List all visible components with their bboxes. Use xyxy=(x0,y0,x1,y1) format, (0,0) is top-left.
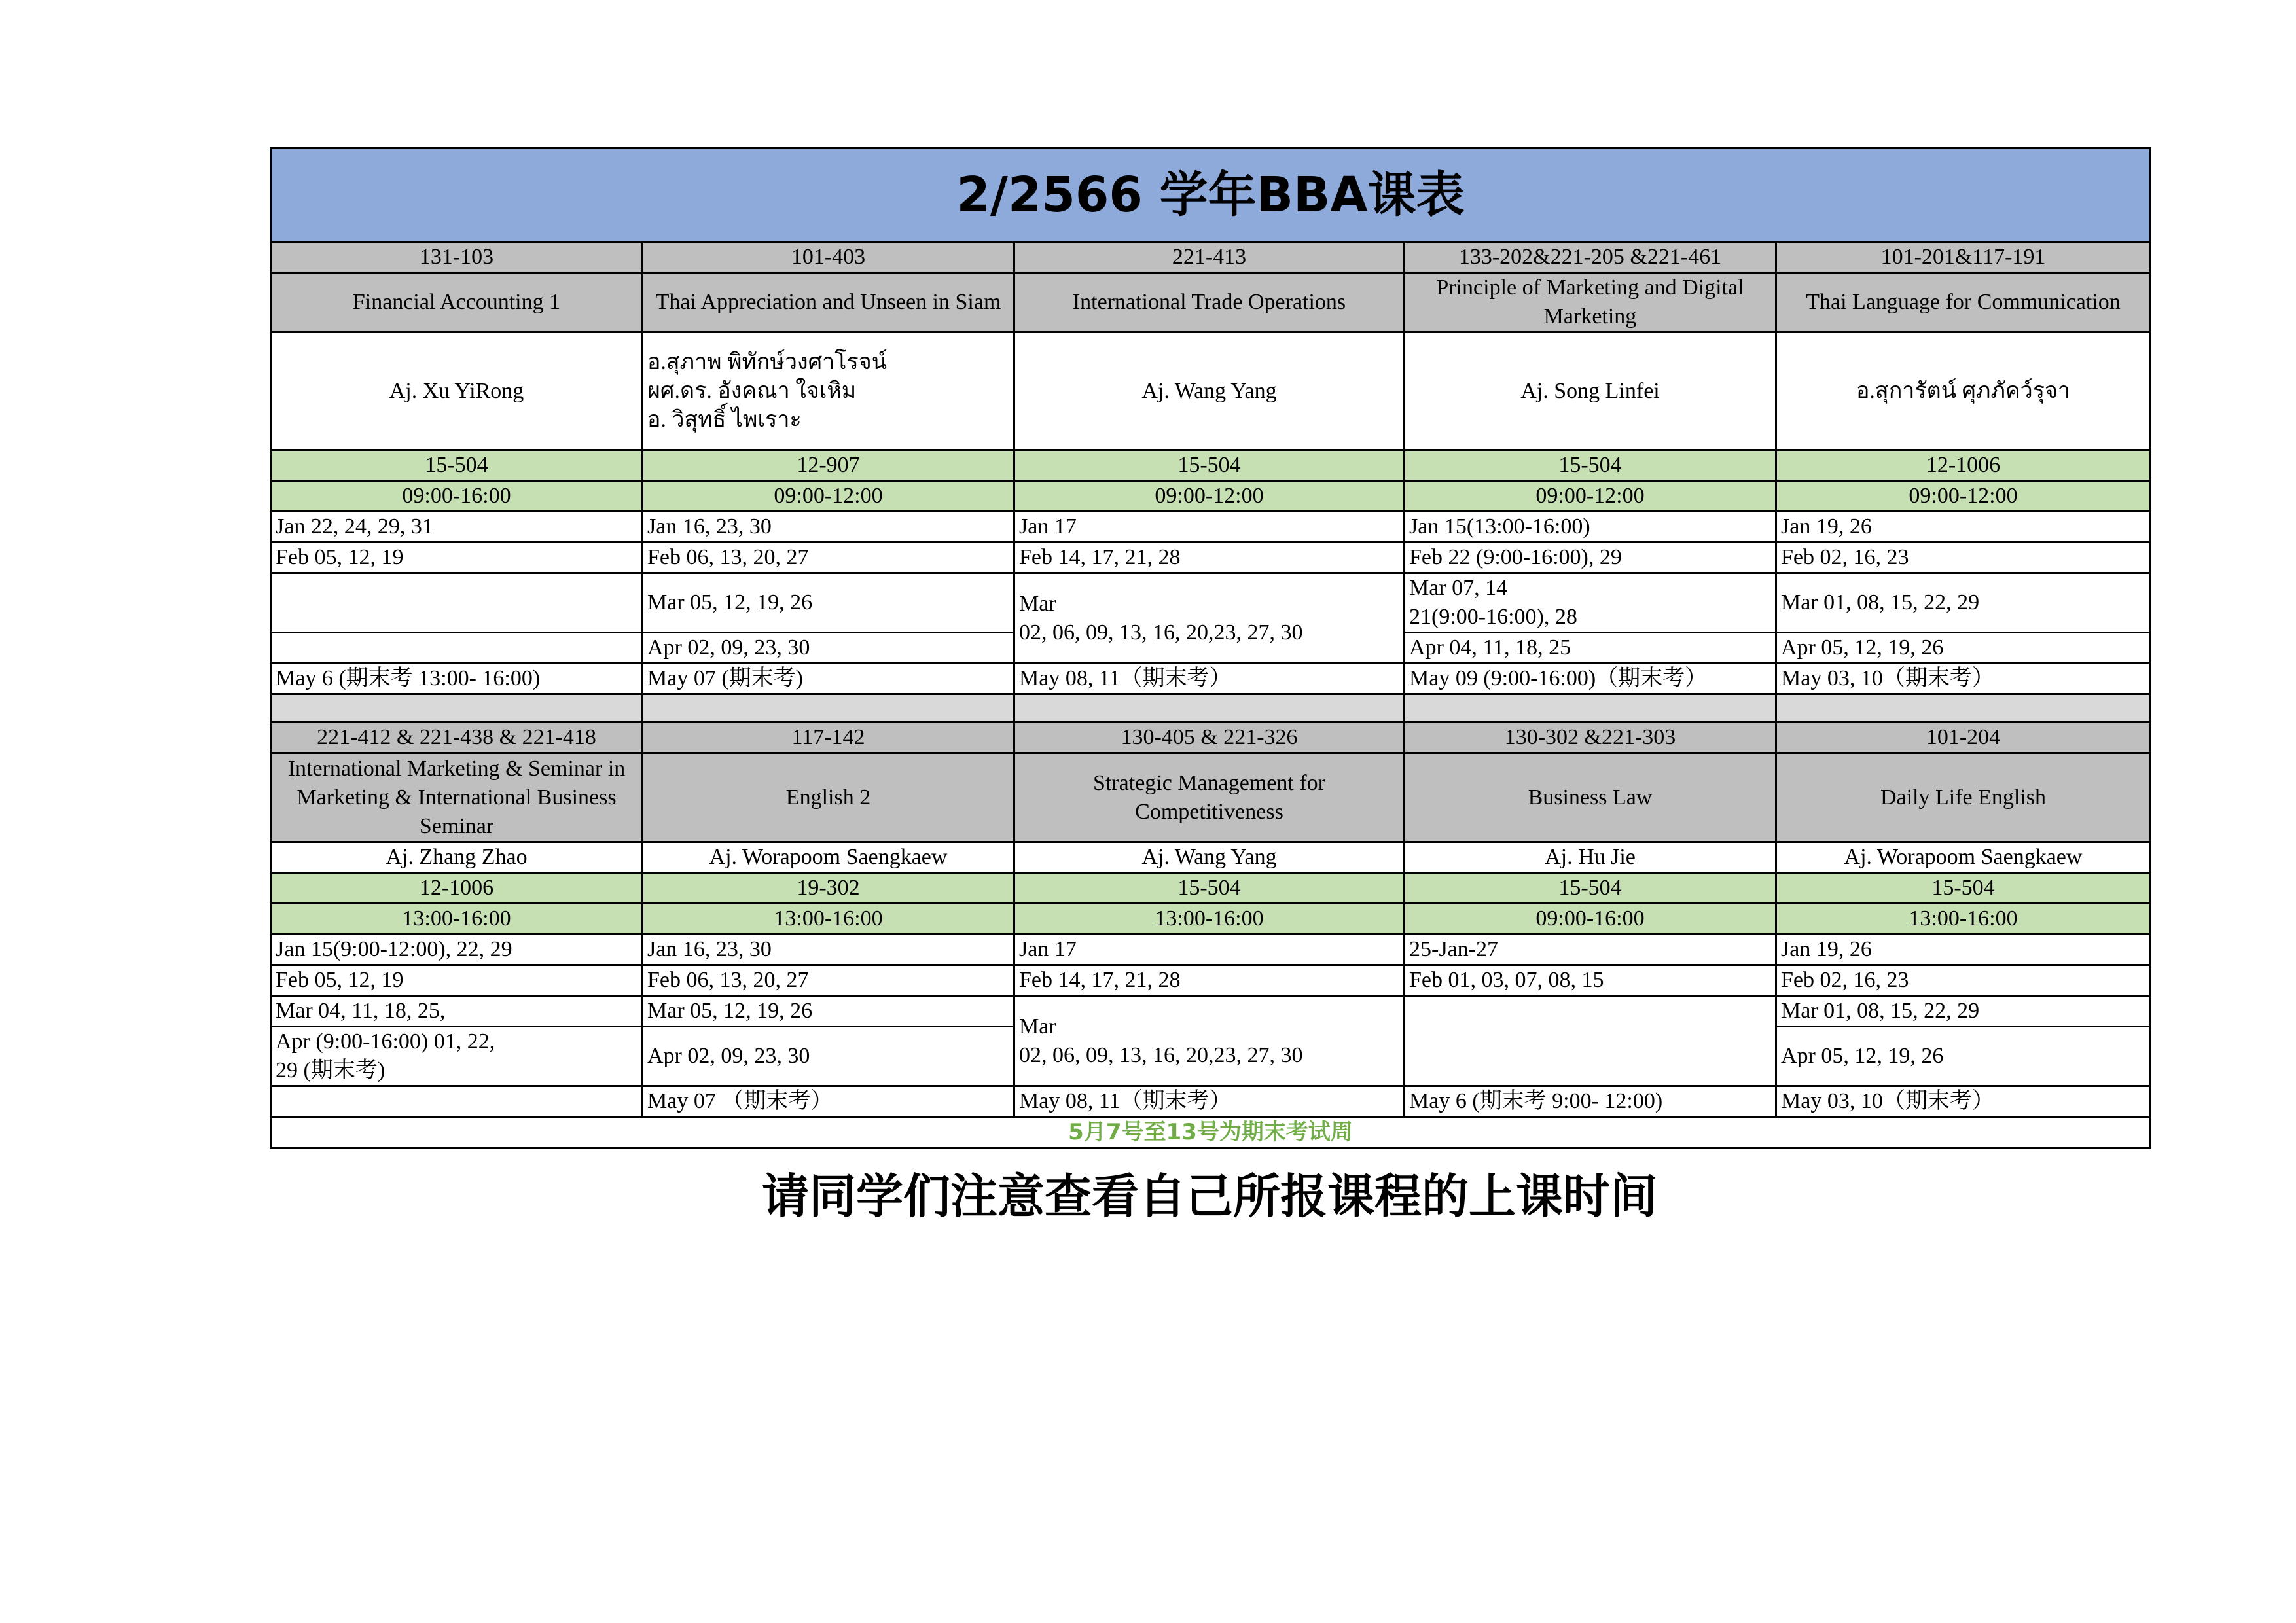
exam-note-row xyxy=(271,1117,2151,1148)
schedule-cell: May 6 (期末考 13:00- 16:00) xyxy=(271,664,643,694)
class-time: 13:00-16:00 xyxy=(1776,904,2151,935)
schedule-row-mar xyxy=(271,573,2151,633)
schedule-cell: Apr 04, 11, 18, 25 xyxy=(1405,633,1776,664)
schedule-cell xyxy=(271,1086,643,1117)
schedule-row-feb xyxy=(271,965,2151,996)
schedule-cell: May 08, 11（期末考） xyxy=(1014,1086,1405,1117)
schedule-cell: Feb 05, 12, 19 xyxy=(271,965,643,996)
class-time: 09:00-12:00 xyxy=(1776,481,2151,512)
schedule-cell: Jan 16, 23, 30 xyxy=(643,512,1014,543)
class-time: 09:00-12:00 xyxy=(1014,481,1405,512)
course-code: 101-403 xyxy=(643,242,1014,273)
schedule-cell: 25-Jan-27 xyxy=(1405,935,1776,965)
instructor: Aj. Worapoom Saengkaew xyxy=(643,842,1014,873)
instructor: Aj. Wang Yang xyxy=(1014,332,1405,450)
spacer-cell xyxy=(271,694,643,722)
schedule-cell: May 09 (9:00-16:00)（期末考） xyxy=(1405,664,1776,694)
schedule-row-feb xyxy=(271,543,2151,573)
schedule-cell: Jan 15(13:00-16:00) xyxy=(1405,512,1776,543)
title-row xyxy=(271,149,2151,242)
schedule-cell: Jan 15(9:00-12:00), 22, 29 xyxy=(271,935,643,965)
schedule-cell: Jan 16, 23, 30 xyxy=(643,935,1014,965)
course-name: Daily Life English xyxy=(1776,753,2151,842)
course-name: English 2 xyxy=(643,753,1014,842)
class-time: 09:00-16:00 xyxy=(271,481,643,512)
schedule-cell: Mar 07, 14 21(9:00-16:00), 28 xyxy=(1405,573,1776,633)
room: 15-504 xyxy=(1014,450,1405,481)
schedule-row-jan xyxy=(271,512,2151,543)
exam-week-note: 5月7号至13号为期末考试周 xyxy=(271,1117,2151,1148)
time-row xyxy=(271,481,2151,512)
room: 19-302 xyxy=(643,873,1014,904)
course-name: International Trade Operations xyxy=(1014,273,1405,332)
course-name: Business Law xyxy=(1405,753,1776,842)
room: 15-504 xyxy=(271,450,643,481)
room-row xyxy=(271,873,2151,904)
class-time: 09:00-12:00 xyxy=(1405,481,1776,512)
schedule-cell: Feb 01, 03, 07, 08, 15 xyxy=(1405,965,1776,996)
schedule-cell: Feb 05, 12, 19 xyxy=(271,543,643,573)
course-name: Thai Appreciation and Unseen in Siam xyxy=(643,273,1014,332)
room: 15-504 xyxy=(1405,450,1776,481)
course-code: 101-201&117-191 xyxy=(1776,242,2151,273)
room: 12-1006 xyxy=(1776,450,2151,481)
bba-timetable xyxy=(270,147,2151,1149)
room: 12-1006 xyxy=(271,873,643,904)
instructor: Aj. Xu YiRong xyxy=(271,332,643,450)
schedule-row-mar xyxy=(271,996,2151,1027)
schedule-cell: Feb 02, 16, 23 xyxy=(1776,543,2151,573)
schedule-cell: Mar 05, 12, 19, 26 xyxy=(643,573,1014,633)
schedule-cell: May 08, 11（期末考） xyxy=(1014,664,1405,694)
time-row xyxy=(271,904,2151,935)
page-title: 2/2566 学年BBA课表 xyxy=(271,149,2151,242)
course-name: Financial Accounting 1 xyxy=(271,273,643,332)
schedule-cell: May 03, 10（期末考） xyxy=(1776,664,2151,694)
class-time: 09:00-16:00 xyxy=(1405,904,1776,935)
schedule-cell: Mar 04, 11, 18, 25, xyxy=(271,996,643,1027)
schedule-cell: May 03, 10（期末考） xyxy=(1776,1086,2151,1117)
course-name-row xyxy=(271,273,2151,332)
schedule-cell: Feb 14, 17, 21, 28 xyxy=(1014,543,1405,573)
schedule-row-may xyxy=(271,664,2151,694)
schedule-cell: Feb 06, 13, 20, 27 xyxy=(643,965,1014,996)
spacer-cell xyxy=(1405,694,1776,722)
spacer-cell xyxy=(643,694,1014,722)
spacer-row xyxy=(271,694,2151,722)
schedule-row-jan xyxy=(271,935,2151,965)
schedule-cell: Apr 02, 09, 23, 30 xyxy=(643,1027,1014,1086)
course-code: 133-202&221-205 &221-461 xyxy=(1405,242,1776,273)
course-code-row xyxy=(271,242,2151,273)
schedule-cell: Jan 17 xyxy=(1014,512,1405,543)
course-name: Strategic Management for Competitiveness xyxy=(1014,753,1405,842)
schedule-cell: Jan 17 xyxy=(1014,935,1405,965)
course-name: Principle of Marketing and Digital Marketing xyxy=(1405,273,1776,332)
instructor: Aj. Hu Jie xyxy=(1405,842,1776,873)
spacer-cell xyxy=(1776,694,2151,722)
schedule-cell: Mar 02, 06, 09, 13, 16, 20,23, 27, 30 xyxy=(1014,573,1405,664)
instructor: Aj. Song Linfei xyxy=(1405,332,1776,450)
course-code-row xyxy=(271,722,2151,753)
course-name: Thai Language for Communication xyxy=(1776,273,2151,332)
course-code: 101-204 xyxy=(1776,722,2151,753)
class-time: 13:00-16:00 xyxy=(271,904,643,935)
schedule-cell: Apr 05, 12, 19, 26 xyxy=(1776,633,2151,664)
instructor-row xyxy=(271,332,2151,450)
instructor: Aj. Wang Yang xyxy=(1014,842,1405,873)
course-code: 117-142 xyxy=(643,722,1014,753)
schedule-cell: Feb 14, 17, 21, 28 xyxy=(1014,965,1405,996)
course-code: 131-103 xyxy=(271,242,643,273)
course-code: 221-412 & 221-438 & 221-418 xyxy=(271,722,643,753)
spacer-cell xyxy=(1014,694,1405,722)
schedule-row-may xyxy=(271,1086,2151,1117)
schedule-cell: Mar 02, 06, 09, 13, 16, 20,23, 27, 30 xyxy=(1014,996,1405,1086)
class-time: 09:00-12:00 xyxy=(643,481,1014,512)
instructor: Aj. Zhang Zhao xyxy=(271,842,643,873)
schedule-cell: Apr 02, 09, 23, 30 xyxy=(643,633,1014,664)
schedule-cell xyxy=(271,573,643,633)
schedule-cell: May 07 （期末考） xyxy=(643,1086,1014,1117)
course-code: 221-413 xyxy=(1014,242,1405,273)
instructor-row xyxy=(271,842,2151,873)
class-time: 13:00-16:00 xyxy=(643,904,1014,935)
schedule-cell: Mar 05, 12, 19, 26 xyxy=(643,996,1014,1027)
schedule-cell: Jan 19, 26 xyxy=(1776,935,2151,965)
room-row xyxy=(271,450,2151,481)
course-code: 130-302 &221-303 xyxy=(1405,722,1776,753)
schedule-cell: Jan 19, 26 xyxy=(1776,512,2151,543)
schedule-cell: Feb 02, 16, 23 xyxy=(1776,965,2151,996)
footer-notice: 请同学们注意查看自己所报课程的上课时间 xyxy=(761,1169,1657,1224)
room: 15-504 xyxy=(1776,873,2151,904)
room: 15-504 xyxy=(1405,873,1776,904)
schedule-cell: Feb 22 (9:00-16:00), 29 xyxy=(1405,543,1776,573)
schedule-cell: Apr (9:00-16:00) 01, 22, 29 (期末考) xyxy=(271,1027,643,1086)
schedule-cell: Mar 01, 08, 15, 22, 29 xyxy=(1776,996,2151,1027)
instructor: อ.สุการัตน์ ศุภภัคว์รุจา xyxy=(1776,332,2151,450)
course-code: 130-405 & 221-326 xyxy=(1014,722,1405,753)
schedule-cell xyxy=(271,633,643,664)
schedule-cell: Jan 22, 24, 29, 31 xyxy=(271,512,643,543)
schedule-cell xyxy=(1405,996,1776,1086)
course-name: International Marketing & Seminar in Marketing & International Business Seminar xyxy=(271,753,643,842)
schedule-cell: May 6 (期末考 9:00- 12:00) xyxy=(1405,1086,1776,1117)
course-name-row xyxy=(271,753,2151,842)
class-time: 13:00-16:00 xyxy=(1014,904,1405,935)
room: 15-504 xyxy=(1014,873,1405,904)
schedule-cell: May 07 (期末考) xyxy=(643,664,1014,694)
instructor: อ.สุภาพ พิทักษ์วงศาโรจน์ ผศ.ดร. อังคณา ใจเหิม อ. วิสุทธิ์ ไพเราะ xyxy=(643,332,1014,450)
schedule-cell: Feb 06, 13, 20, 27 xyxy=(643,543,1014,573)
instructor: Aj. Worapoom Saengkaew xyxy=(1776,842,2151,873)
room: 12-907 xyxy=(643,450,1014,481)
schedule-cell: Apr 05, 12, 19, 26 xyxy=(1776,1027,2151,1086)
schedule-cell: Mar 01, 08, 15, 22, 29 xyxy=(1776,573,2151,633)
